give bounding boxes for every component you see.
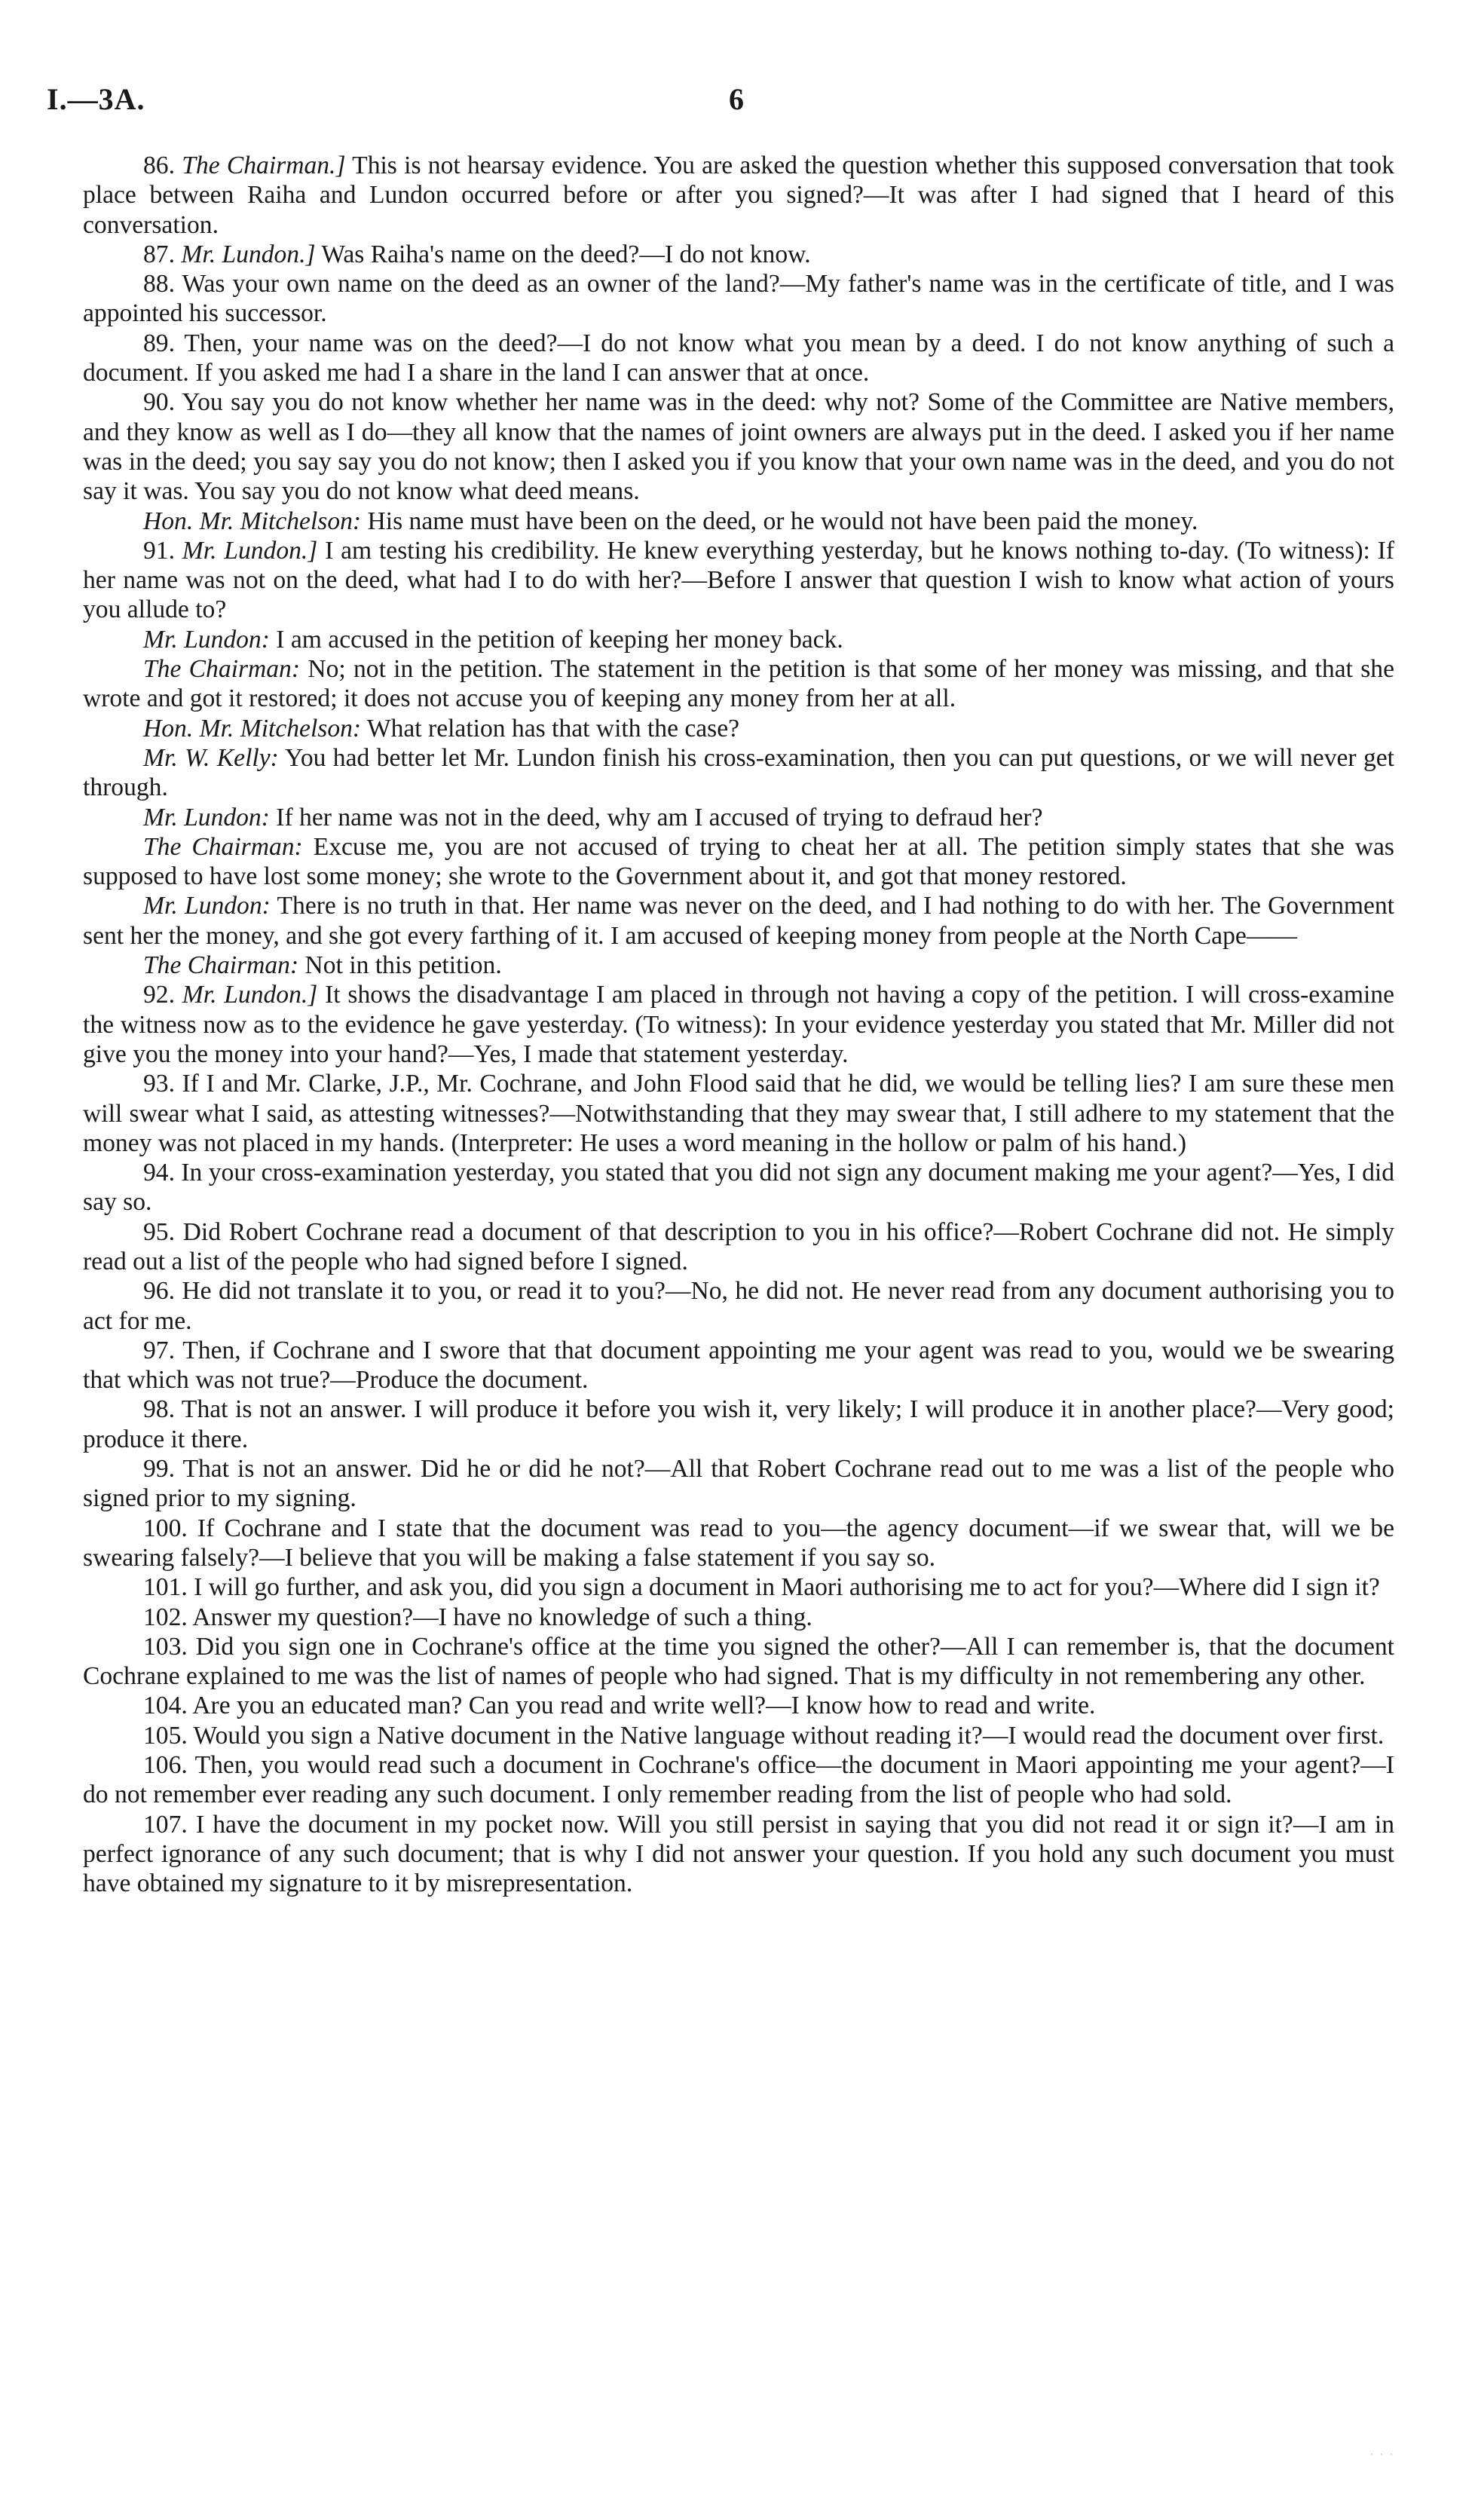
transcript-paragraph (83, 714, 1394, 743)
transcript-paragraph (83, 1810, 1394, 1899)
paragraph-text: Not in this petition. (298, 951, 502, 980)
transcript-paragraph (83, 654, 1394, 714)
speaker-label: Mr. Lundon: (143, 803, 270, 831)
paragraph-text: His name must have been on the deed, or he would not have been paid the money. (361, 507, 1198, 535)
transcript-paragraph (83, 891, 1394, 951)
transcript-paragraph (83, 329, 1394, 388)
transcript-paragraph (83, 1158, 1394, 1217)
transcript-paragraph (83, 240, 1394, 269)
page-number: 6 (729, 82, 744, 116)
paragraph-text: Excuse me, you are not accused of trying to cheat her at all. The petition simply states that she was supposed to have lost some money; she wrote to the Government about it, and got that money restored. (83, 832, 1394, 891)
paragraph-text: 88. Was your own name on the deed as an owner of the land?—My father's name was in the certificate of title, and I was appointed his successor. (83, 270, 1394, 328)
document-reference: I.—3A. (47, 82, 145, 116)
transcript-paragraph (83, 832, 1394, 892)
transcript-paragraph (83, 1750, 1394, 1810)
transcript-paragraph (83, 951, 1394, 980)
transcript-paragraph (83, 1691, 1394, 1720)
paragraph-text: 100. If Cochrane and I state that the document was read to you—the agency document—if we swear that, will we be swearing falsely?—I believe that you will be making a false statement if you say so. (83, 1514, 1394, 1572)
transcript-paragraph (83, 743, 1394, 803)
paragraph-text: 104. Are you an educated man? Can you read and write well?—I know how to read and write. (143, 1692, 1096, 1720)
transcript-paragraph (83, 1217, 1394, 1277)
transcript-paragraph (83, 625, 1394, 654)
transcript-paragraph (83, 269, 1394, 329)
paragraph-text: 97. Then, if Cochrane and I swore that that document appointing me your agent was read to you, would we be swearing that which was not true?—Produce the document. (83, 1336, 1394, 1395)
paragraph-text: 95. Did Robert Cochrane read a document of that description to you in his office?—Robert Cochrane did not. He simply read out a list of the people who had signed before I signed. (83, 1217, 1394, 1275)
paragraph-text: 107. I have the document in my pocket now. Will you still persist in saying that you did not read it or sign it?—I am in perfect ignorance of any such document; that is why I did not answer your question. If you hold any such document you must have obtained my signature to it by misrepresentation. (83, 1810, 1394, 1898)
speaker-label: 87. Mr. Lundon.] (143, 240, 316, 268)
paragraph-text: 96. He did not translate it to you, or read it to you?—No, he did not. He never read from any document authorising you to act for me. (83, 1277, 1394, 1335)
paragraph-text: 98. That is not an answer. I will produce it before you wish it, very likely; I will produce it in another place?—Very good; produce it there. (83, 1395, 1394, 1453)
paragraph-text: 103. Did you sign one in Cochrane's office at the time you signed the other?—All I can remember is, that the document Cochrane explained to me was the list of names of people who had signed. That is my difficulty in not remembering any other. (83, 1632, 1394, 1691)
speaker-label: Hon. Mr. Mitchelson: (143, 714, 362, 743)
paragraph-text: I am testing his credibility. He knew everything yesterday, but he knows nothing to-day. (To witness): If her name was not on the deed, what had I to do with her?—Before I answer that question I wish to know what action of yours you allude to? (83, 536, 1395, 624)
transcript-paragraph (83, 1632, 1394, 1692)
transcript-paragraph (83, 151, 1394, 240)
paragraph-text: This is not hearsay evidence. You are asked the question whether this supposed conversation that took place between Raiha and Lundon occurred before or after you signed?—It was after I had signed that I heard of this conversation. (83, 152, 1395, 239)
transcript-paragraph (83, 1603, 1394, 1632)
speaker-label: Hon. Mr. Mitchelson: (143, 507, 362, 535)
transcript-paragraph (83, 1454, 1394, 1514)
speaker-label: 92. Mr. Lundon.] (143, 981, 318, 1009)
paragraph-text: If her name was not in the deed, why am I accused of trying to defraud her? (269, 803, 1043, 831)
speaker-label: The Chairman: (143, 655, 301, 684)
paragraph-text: 106. Then, you would read such a document in Cochrane's office—the document in Maori appointing me your agent?—I do not remember ever reading any such document. I only remember reading from the list of people who had sold. (83, 1751, 1394, 1809)
evidence-transcript (83, 151, 1394, 1899)
paragraph-text: 94. In your cross-examination yesterday, you stated that you did not sign any document making me your agent?—Yes, I did say so. (83, 1159, 1394, 1217)
transcript-paragraph (83, 1514, 1394, 1573)
paragraph-text: I am accused in the petition of keeping her money back. (269, 625, 843, 654)
transcript-paragraph (83, 536, 1394, 625)
transcript-paragraph (83, 1336, 1394, 1395)
speaker-label: Mr. Lundon: (143, 625, 270, 654)
transcript-paragraph (83, 1069, 1394, 1158)
page-header (47, 81, 1409, 127)
transcript-paragraph (83, 1721, 1394, 1750)
paragraph-text: There is no truth in that. Her name was never on the deed, and I had nothing to do with her. The Government sent her the money, and she got every farthing of it. I am accused of keeping money from people at the North Cape—— (83, 892, 1394, 950)
speaker-label: The Chairman: (143, 832, 303, 861)
speaker-label: Mr. Lundon: (143, 892, 271, 920)
paragraph-text: You had better let Mr. Lundon finish his cross-examination, then you can put questions, or we will never get through. (83, 743, 1394, 802)
paragraph-text: What relation has that with the case? (361, 714, 740, 743)
speaker-label: The Chairman: (143, 951, 299, 980)
paragraph-text: No; not in the petition. The statement in the petition is that some of her money was missing, and that she wrote and got it restored; it does not accuse you of keeping any money from her at all. (83, 655, 1394, 713)
paragraph-text: 89. Then, your name was on the deed?—I do not know what you mean by a deed. I do not know anything of such a document. If you asked me had I a share in the land I can answer that at once. (83, 329, 1394, 387)
paragraph-text: 101. I will go further, and ask you, did you sign a document in Maori authorising me to act for you?—Where did I sign it? (143, 1573, 1380, 1602)
transcript-paragraph (83, 1572, 1394, 1602)
paragraph-text: Was Raiha's name on the deed?—I do not know. (315, 240, 811, 268)
transcript-paragraph (83, 1395, 1394, 1454)
paragraph-text: 99. That is not an answer. Did he or did he not?—All that Robert Cochrane read out to me was a list of the people who signed prior to my signing. (83, 1455, 1394, 1513)
transcript-paragraph (83, 507, 1394, 536)
transcript-paragraph (83, 387, 1394, 506)
paragraph-text: 105. Would you sign a Native document in the Native language without reading it?—I would read the document over first. (143, 1721, 1385, 1750)
paragraph-text: 90. You say you do not know whether her name was in the deed: why not? Some of the Committee are Native members, and they know as well as I do—they all know that the names of joint owners are always put in the deed. I asked you if her name was in the deed; you say say you do not know; then I asked you if you know that your own name was in the deed, and you do not say it was. You say you do not know what deed means. (83, 388, 1394, 506)
transcript-paragraph (83, 1276, 1394, 1336)
speaker-label: 86. The Chairman.] (143, 152, 346, 179)
paragraph-text: 102. Answer my question?—I have no knowledge of such a thing. (143, 1603, 812, 1631)
speaker-label: Mr. W. Kelly: (143, 743, 279, 772)
transcript-paragraph (83, 803, 1394, 832)
paragraph-text: 93. If I and Mr. Clarke, J.P., Mr. Cochrane, and John Flood said that he did, we would be telling lies? I am sure these men will swear what I said, as attesting witnesses?—Notwithstanding that they may swear that, I still adhere to my statement that the money was not placed in my hands. (Interpreter: He uses a word meaning in the hollow or palm of his hand.) (83, 1070, 1394, 1157)
speaker-label: 91. Mr. Lundon.] (143, 536, 318, 565)
transcript-paragraph (83, 980, 1394, 1069)
scan-artifact: · · · (1369, 2448, 1395, 2461)
paragraph-text: It shows the disadvantage I am placed in through not having a copy of the petition. I will cross-examine the witness now as to the evidence he gave yesterday. (To witness): In your evidence yesterday you stated that Mr. Miller did not give you the money into your hand?—Yes, I made that statement yesterday. (83, 981, 1394, 1068)
